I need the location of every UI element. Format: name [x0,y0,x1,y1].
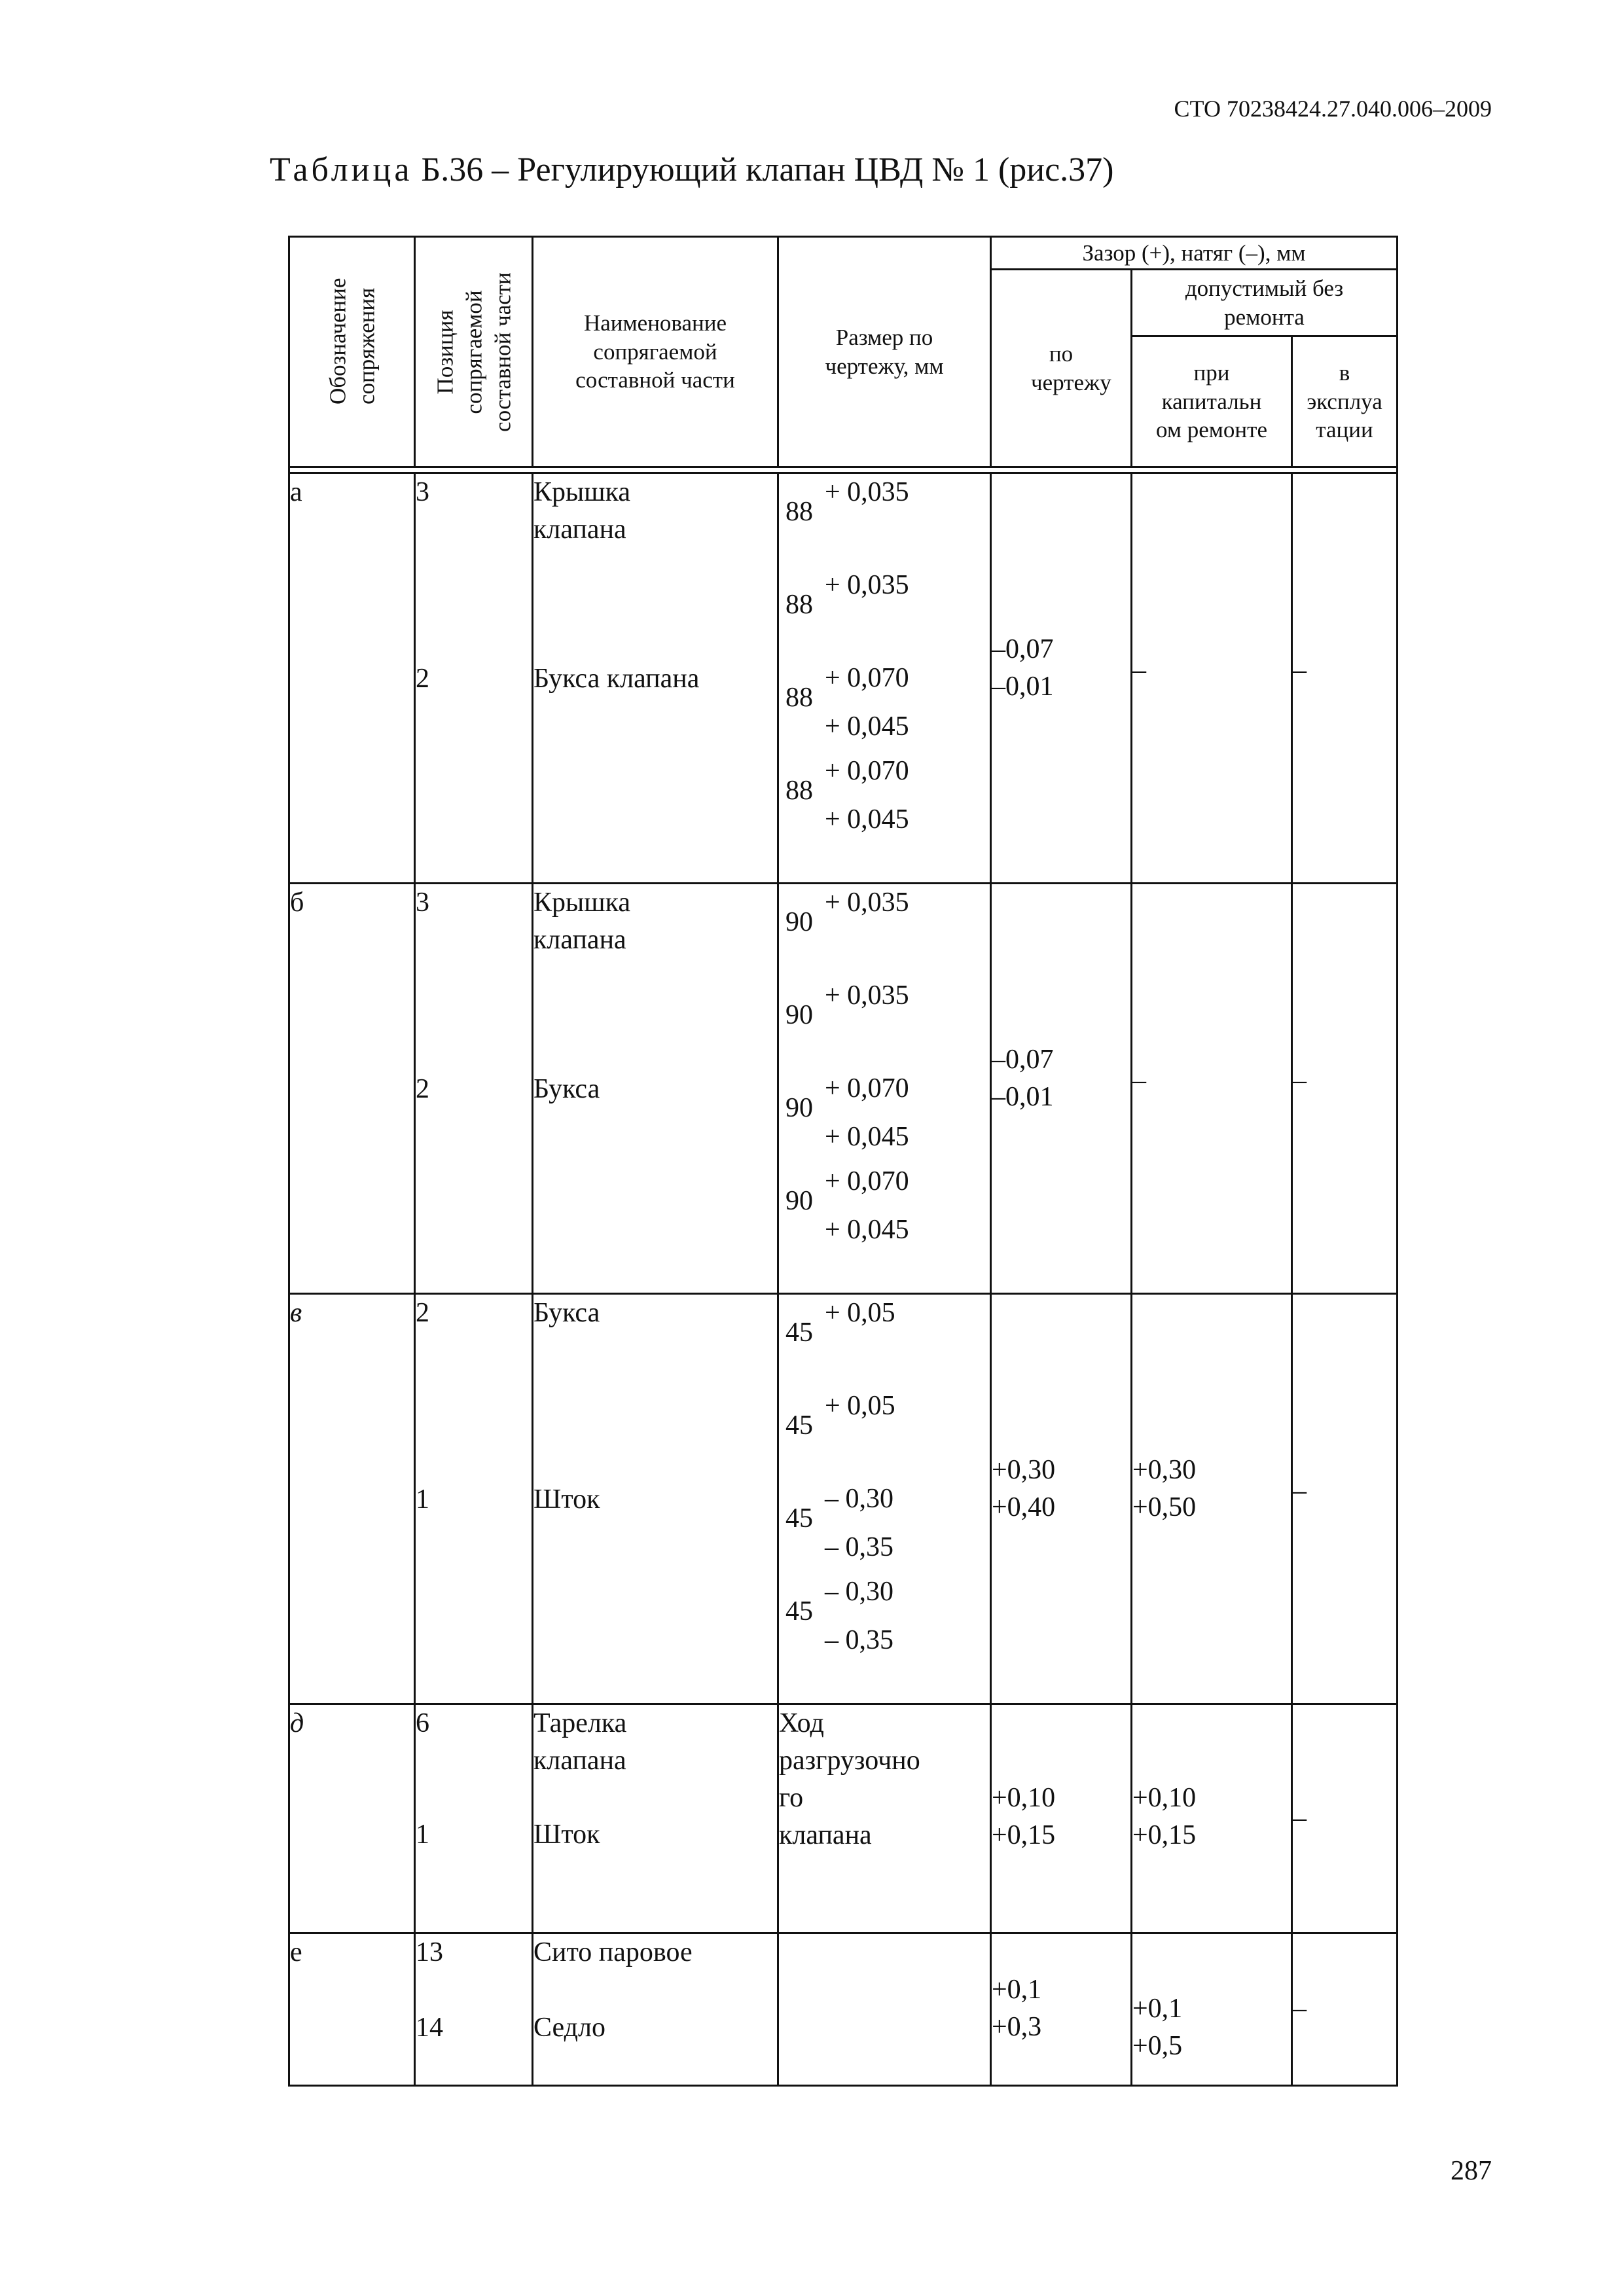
size-text-line: клапана [779,1820,872,1850]
cell-designation: б [289,884,415,1294]
dimension-base: 45 [785,1410,813,1441]
header-capital-text: при капитальн ом ремонте [1156,359,1267,443]
cell-operation [1292,1294,1398,1704]
clearance-value: +0,30 [992,1455,1056,1485]
cell-position [415,1294,533,1704]
cell-capital [1132,1933,1292,2086]
cell-designation: е [289,1933,415,2086]
dimension-lower: + 0,045 [825,1122,909,1152]
table-row [289,1704,1398,1933]
clearance-value: – [1132,655,1146,685]
dimension-base: 90 [785,1186,813,1216]
header-operation-text: в эксплуа тации [1307,359,1382,443]
part-name: Крышка клапана [533,888,630,955]
position-value: 2 [416,664,429,694]
dimension-base: 45 [785,1318,813,1348]
header-name [533,237,778,467]
cell-per-drawing [991,473,1132,884]
cell-per-drawing [991,1704,1132,1933]
clearance-value: – [1293,1803,1307,1833]
clearance-value: +0,3 [992,2012,1042,2042]
clearance-value: +0,1 [992,1975,1042,2005]
cell-per-drawing [991,884,1132,1294]
cell-capital [1132,473,1292,884]
dimension-upper: + 0,070 [825,663,909,693]
clearance-value: –0,07 [992,1045,1054,1075]
dimension-base: 88 [785,497,813,527]
dimension-tolerance [779,753,943,844]
table-row [289,884,1398,1294]
part-name: Шток [533,1484,600,1515]
header-position-text: Позиция сопрягаемой составной части [431,272,515,432]
table-row [289,1933,1398,2086]
table-title-prefix: Таблица [270,151,413,188]
dimension-upper: + 0,05 [825,1391,895,1421]
dimension-base: 45 [785,1503,813,1534]
dimension-base: 45 [785,1596,813,1626]
size-text-line: разгрузочно [779,1746,920,1776]
dimension-base: 90 [785,1000,813,1030]
cell-size [778,1704,991,1933]
dimension-upper: – 0,30 [825,1577,893,1607]
part-name: Букса [533,1298,600,1328]
table-header [289,237,1398,467]
table-row [289,1294,1398,1704]
position-value: 3 [416,477,429,507]
header-per-drawing [991,270,1132,467]
clearance-value: +0,15 [992,1820,1056,1850]
dimension-base: 90 [785,907,813,937]
part-name: Букса клапана [533,664,700,694]
header-designation-text: Обозначение сопряжения [324,278,379,404]
cell-part-name [533,1933,778,2086]
dimension-base: 88 [785,590,813,620]
part-name: Седло [533,2013,605,2043]
cell-size [778,1294,991,1704]
clearance-value: +0,50 [1132,1492,1197,1522]
dimension-upper: + 0,070 [825,756,909,786]
dimension-tolerance [779,884,943,976]
cell-position [415,1933,533,2086]
position-value: 6 [416,1708,429,1738]
cell-per-drawing [991,1933,1132,2086]
clearance-value: +0,40 [992,1492,1056,1522]
size-text-line: Ход [779,1708,824,1738]
dimension-tolerance [779,1163,943,1255]
position-value: 1 [416,1484,429,1515]
cell-designation: д [289,1704,415,1933]
cell-size [778,473,991,884]
dimension-tolerance [779,567,943,658]
header-size-text: Размер по чертежу, мм [825,324,944,379]
dimension-tolerance [779,1388,943,1479]
header-per-drawing-text: по чертежу [1031,340,1111,395]
cell-operation [1292,884,1398,1294]
dimension-tolerance [779,1070,943,1162]
clearance-value: +0,15 [1132,1820,1197,1850]
dimension-lower: + 0,045 [825,804,909,834]
cell-position [415,473,533,884]
dimension-upper: + 0,035 [825,477,909,507]
size-text-line: го [779,1783,804,1813]
table-title-rest: Б.36 – Регулирующий клапан ЦВД № 1 (рис.37) [412,151,1114,188]
clearance-value: – [1132,1066,1146,1096]
cell-part-name [533,1704,778,1933]
dimension-tolerance [779,660,943,751]
clearance-value: +0,30 [1132,1455,1197,1485]
header-operation [1292,336,1398,467]
part-name: Крышка клапана [533,477,630,545]
dimension-tolerance [779,1573,943,1665]
clearance-value: –0,01 [992,1082,1054,1112]
dimension-tolerance [779,1480,943,1572]
clearance-value: +0,5 [1132,2031,1183,2061]
dimension-base: 88 [785,776,813,806]
dimension-upper: + 0,035 [825,570,909,600]
table-row [289,473,1398,884]
clearance-value: – [1293,1476,1307,1506]
part-name: Тарелка клапана [533,1708,627,1776]
clearance-value: +0,1 [1132,1994,1183,2024]
dimension-upper: + 0,070 [825,1073,909,1103]
clearance-value: – [1293,1994,1307,2024]
table-title [270,151,1113,189]
cell-part-name [533,473,778,884]
cell-capital [1132,1704,1292,1933]
cell-per-drawing [991,1294,1132,1704]
clearance-value: – [1293,1066,1307,1096]
header-capital [1132,336,1292,467]
part-name: Сито паровое [533,1937,693,1967]
header-allowable-text: допустимый без ремонта [1185,275,1344,330]
cell-designation: в [289,1294,415,1704]
header-position [415,237,533,467]
dimension-upper: + 0,035 [825,980,909,1011]
cell-operation [1292,473,1398,884]
cell-size [778,884,991,1294]
part-name: Букса [533,1074,600,1104]
header-allowable [1132,270,1398,336]
position-value: 14 [416,2013,443,2043]
dimension-upper: + 0,070 [825,1166,909,1196]
header-designation [289,237,415,467]
cell-position [415,1704,533,1933]
dimension-lower: – 0,35 [825,1532,893,1562]
header-name-text: Наименование сопрягаемой составной части [575,310,735,393]
dimension-base: 90 [785,1093,813,1123]
header-clearance: Зазор (+), натяг (–), мм [991,237,1398,270]
dimension-lower: – 0,35 [825,1625,893,1655]
position-value: 2 [416,1298,429,1328]
clearance-value: +0,10 [992,1783,1056,1813]
dimension-upper: – 0,30 [825,1484,893,1514]
cell-part-name [533,1294,778,1704]
page-number: 287 [1451,2156,1492,2186]
document-code: СТО 70238424.27.040.006–2009 [1174,96,1492,122]
cell-designation: а [289,473,415,884]
header-size [778,237,991,467]
cell-size [778,1933,991,2086]
clearance-value: –0,01 [992,672,1054,702]
dimension-tolerance [779,1295,943,1386]
dimension-upper: + 0,035 [825,888,909,918]
dimension-tolerance [779,474,943,565]
dimension-upper: + 0,05 [825,1298,895,1328]
dimension-tolerance [779,977,943,1069]
clearance-value: –0,07 [992,634,1054,664]
clearance-value: – [1293,655,1307,685]
dimension-lower: + 0,045 [825,711,909,742]
cell-position [415,884,533,1294]
part-name: Шток [533,1820,600,1850]
clearance-value: +0,10 [1132,1783,1197,1813]
position-value: 1 [416,1820,429,1850]
cell-capital [1132,1294,1292,1704]
cell-part-name [533,884,778,1294]
cell-operation [1292,1933,1398,2086]
dimension-lower: + 0,045 [825,1215,909,1245]
position-value: 2 [416,1074,429,1104]
dimension-base: 88 [785,683,813,713]
position-value: 13 [416,1937,443,1967]
cell-operation [1292,1704,1398,1933]
cell-capital [1132,884,1292,1294]
clearance-table [288,236,1398,2087]
position-value: 3 [416,888,429,918]
